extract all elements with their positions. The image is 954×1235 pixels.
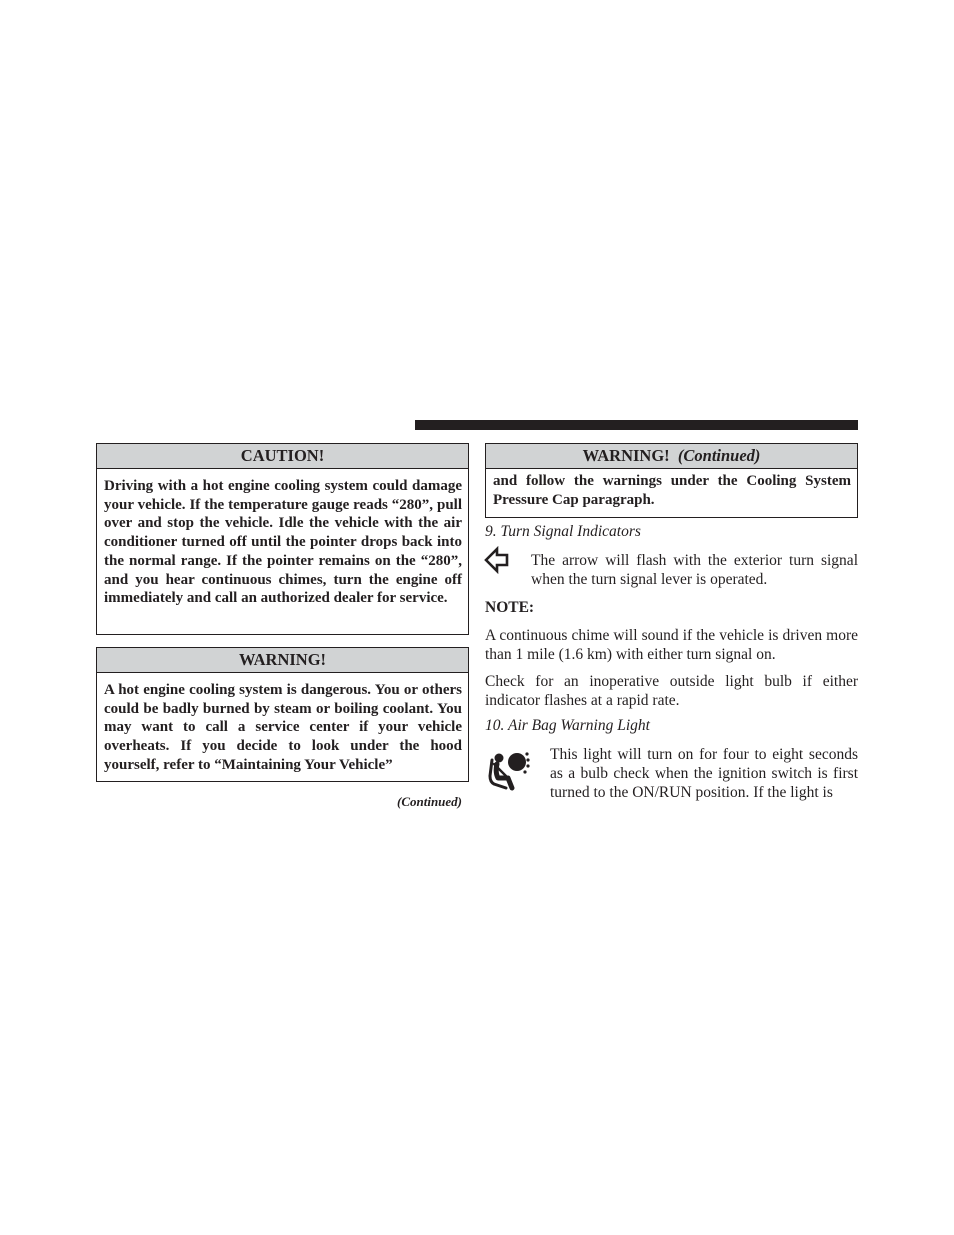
turn-signal-arrow-icon — [484, 546, 510, 574]
warning-continued-title-text: WARNING! — [582, 446, 670, 465]
warning-title: WARNING! — [97, 648, 468, 673]
warning-continued-text: and follow the warnings under the Cooling System Pressure Cap paragraph. — [493, 473, 851, 508]
note-paragraph-1: A continuous chime will sound if the vehicle is driven more than 1 mile (1.6 km) with either turn signal on. — [485, 627, 858, 663]
turn-signal-text: The arrow will flash with the exterior turn signal when the turn signal lever is operated. — [531, 552, 858, 588]
warning-continued-title — [486, 444, 857, 469]
air-bag-heading: 10. Air Bag Warning Light — [485, 717, 650, 734]
warning-continued-suffix: (Continued) — [677, 446, 761, 465]
air-bag-warning-icon — [484, 746, 532, 794]
turn-signal-heading: 9. Turn Signal Indicators — [485, 523, 641, 540]
caution-title: CAUTION! — [97, 444, 468, 469]
caution-box — [96, 443, 469, 635]
warning-text: A hot engine cooling system is dangerous. You or others could be badly burned by steam or boiling coolant. You may want to call a service center if your vehicle overheats. If you decide to look under the hood yourself, refer to “Maintaining Your Vehicle” — [104, 682, 462, 773]
note-label: NOTE: — [485, 599, 535, 616]
warning-box — [96, 647, 469, 782]
warning-continued-box — [485, 443, 858, 518]
note-paragraph-2: Check for an inoperative outside light bulb if either indicator flashes at a rapid rate. — [485, 673, 858, 709]
air-bag-text: This light will turn on for four to eight seconds as a bulb check when the ignition switch is first turned to the ON/RUN position. If the light is — [550, 746, 858, 801]
caution-text: Driving with a hot engine cooling system could damage your vehicle. If the temperature gauge reads “280”, pull over and stop the vehicle. Idle the vehicle with the air conditioner turned off until the pointer drops back into the normal range. If the pointer remains on the “280”, and you hear continuous chimes, turn the engine off immediately and call an authorized dealer for service. — [104, 478, 462, 607]
section-header-bar — [415, 420, 858, 430]
continued-note: (Continued) — [396, 794, 462, 809]
